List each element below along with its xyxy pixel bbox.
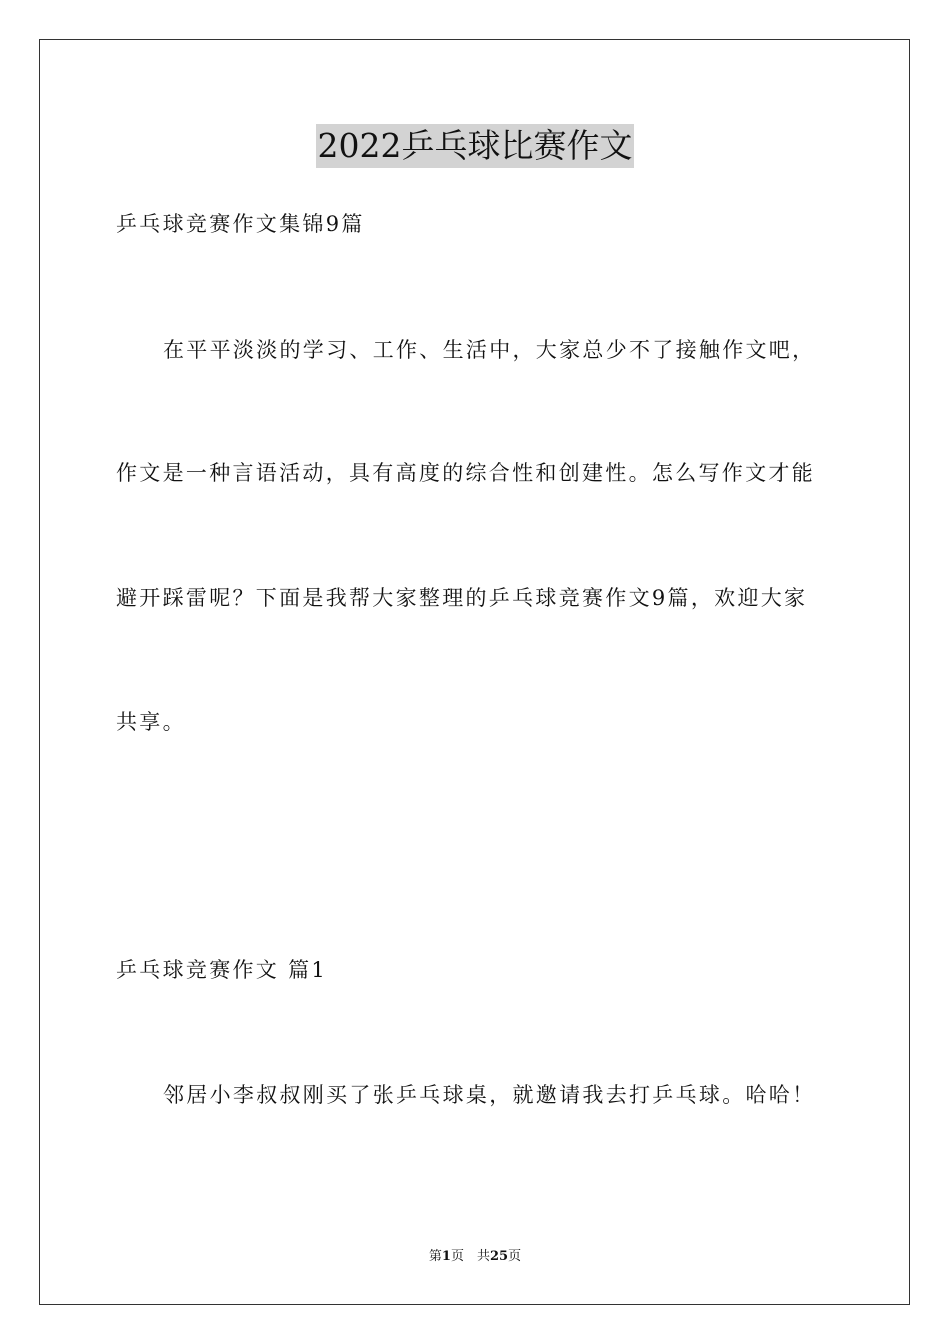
document-subtitle: 乒乓球竞赛作文集锦9篇 [116,212,365,236]
footer-total-pages: 25 [489,1249,509,1264]
footer-mid: 页 共 [450,1249,490,1264]
intro-line-4: 共享。 [116,710,186,734]
section-first-line: 邻居小李叔叔刚买了张乒乓球桌，就邀请我去打乒乓球。哈哈！ [163,1083,816,1107]
intro-line-1: 在平平淡淡的学习、工作、生活中，大家总少不了接触作文吧， [163,338,816,362]
document-title: 2022乒乓球比赛作文 [316,124,635,168]
section-heading: 乒乓球竞赛作文 篇1 [116,958,328,982]
intro-line-3: 避开踩雷呢？下面是我帮大家整理的乒乓球竞赛作文9篇，欢迎大家 [116,586,808,610]
footer-current-page: 1 [441,1249,451,1264]
footer-suffix: 页 [508,1249,522,1264]
footer-prefix: 第 [428,1249,442,1264]
title-wrap [0,124,950,168]
page-footer [0,1248,950,1266]
intro-line-2: 作文是一种言语活动，具有高度的综合性和创建性。怎么写作文才能 [116,461,815,485]
